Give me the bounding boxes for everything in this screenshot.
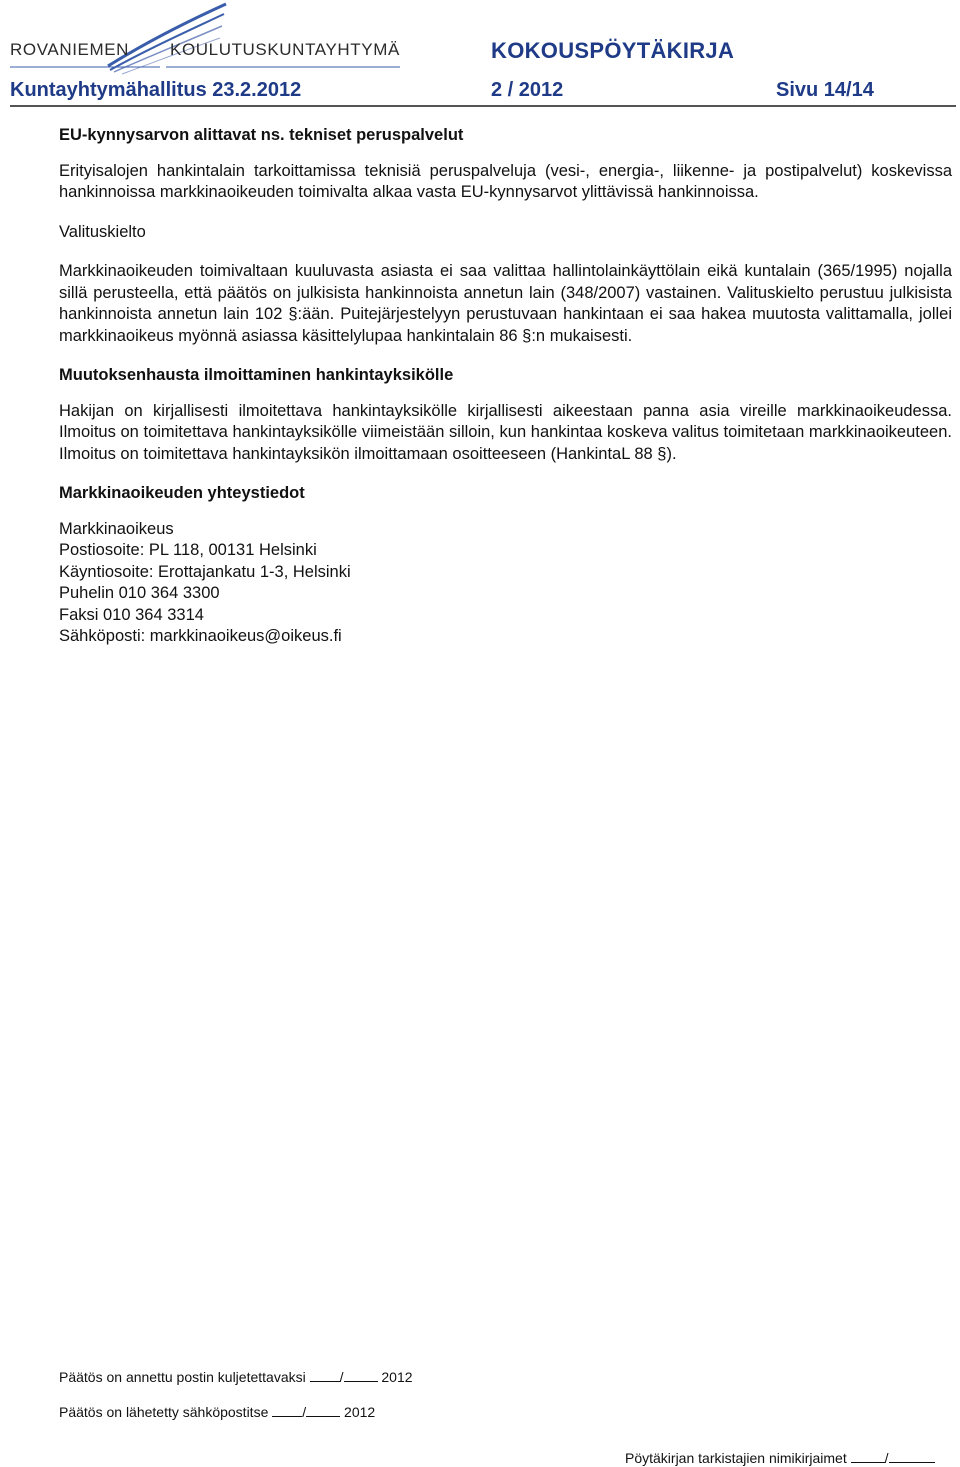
footer-inspectors-label: Pöytäkirjan tarkistajien nimikirjaimet bbox=[625, 1450, 847, 1466]
header-divider bbox=[10, 105, 956, 107]
contact-name: Markkinaoikeus bbox=[59, 519, 174, 538]
footer-emailed-label: Päätös on lähetetty sähköpostitse bbox=[59, 1404, 269, 1420]
document-type-title: KOKOUSPÖYTÄKIRJA bbox=[491, 38, 735, 63]
page-number: Sivu 14/14 bbox=[776, 79, 874, 101]
contact-fax: Faksi 010 364 3314 bbox=[59, 605, 204, 624]
court-contact-block bbox=[59, 519, 952, 648]
mailed-month-blank bbox=[344, 1380, 378, 1382]
appeal-ban-heading: Valituskielto bbox=[59, 222, 146, 241]
contact-postal-address: Postiosoite: PL 118, 00131 Helsinki bbox=[59, 541, 317, 559]
inspector2-blank bbox=[889, 1461, 935, 1463]
document-body bbox=[59, 125, 952, 648]
organization-logo bbox=[0, 0, 410, 75]
footer-emailed-line bbox=[59, 1404, 375, 1420]
logo-text-right: KOULUTUSKUNTAYHTYMÄ bbox=[170, 40, 400, 59]
contact-phone: Puhelin 010 364 3300 bbox=[59, 584, 220, 602]
appeal-ban-text: Markkinaoikeuden toimivaltaan kuuluvasta asiasta ei saa valittaa hallintolainkäyttölain eikä kuntalain (365/1995) nojalla sillä perusteella, että päätös on julkisista hankinnoista annetun lain (348/2007) vastainen. Valituskielto perustuu julkisista hankinnoista annetun lain 102 §:ään. Puitejärjestelyyn perustuvaan hankintaan ei saa hakea muutosta valittamalla, jollei markkinaoikeus myönnä asiassa käsittelylupaa hankintalain 86 §:n mukaisesti. bbox=[59, 262, 952, 345]
emailed-day-blank bbox=[272, 1415, 302, 1417]
logo-swoosh-icon bbox=[0, 0, 410, 75]
contact-visiting-address: Käyntiosoite: Erottajankatu 1-3, Helsinki bbox=[59, 562, 351, 581]
footer-mailed-year: 2012 bbox=[381, 1369, 413, 1385]
inspector1-blank bbox=[851, 1461, 885, 1463]
appeal-notice-text: Hakijan on kirjallisesti ilmoitettava hankintayksikölle kirjallisesti aikeestaan panna asia vireille markkinaoikeudessa. Ilmoitus on toimitettava hankintayksikölle viimeistään silloin, kun hankintaa koskeva valitus toimitetaan markkinaoikeuteen. Ilmoitus on toimitettava hankintayksikön ilmoittamaan osoitteeseen (HankintaL 88 §). bbox=[59, 401, 952, 463]
appeal-notice-heading: Muutoksenhausta ilmoittaminen hankintayksikölle bbox=[59, 366, 454, 384]
meeting-name: Kuntayhtymähallitus 23.2.2012 bbox=[10, 79, 302, 101]
eu-threshold-text: Erityisalojen hankintalain tarkoittamissa teknisiä peruspalveluja (vesi-, energia-, liikenne- ja postipalvelut) koskevissa hankinnoissa markkinaoikeuden toimivalta alkaa vasta EU-kynnysarvot ylittävissä hankinnoissa. bbox=[59, 161, 952, 201]
footer-inspectors-line bbox=[625, 1450, 935, 1466]
footer-mailed-label: Päätös on annettu postin kuljetettavaksi bbox=[59, 1369, 306, 1385]
emailed-slash: / bbox=[302, 1404, 307, 1420]
footer-mailed-line bbox=[59, 1369, 413, 1385]
logo-text-left: ROVANIEMEN bbox=[10, 40, 130, 59]
mailed-slash: / bbox=[339, 1369, 344, 1385]
contact-email: Sähköposti: markkinaoikeus@oikeus.fi bbox=[59, 627, 342, 645]
footer-emailed-year: 2012 bbox=[344, 1404, 376, 1420]
emailed-month-blank bbox=[306, 1415, 340, 1417]
court-contact-heading: Markkinaoikeuden yhteystiedot bbox=[59, 484, 305, 502]
mailed-day-blank bbox=[310, 1380, 340, 1382]
inspectors-slash: / bbox=[884, 1450, 889, 1466]
minutes-number: 2 / 2012 bbox=[491, 79, 564, 101]
eu-threshold-heading: EU-kynnysarvon alittavat ns. tekniset peruspalvelut bbox=[59, 126, 464, 144]
